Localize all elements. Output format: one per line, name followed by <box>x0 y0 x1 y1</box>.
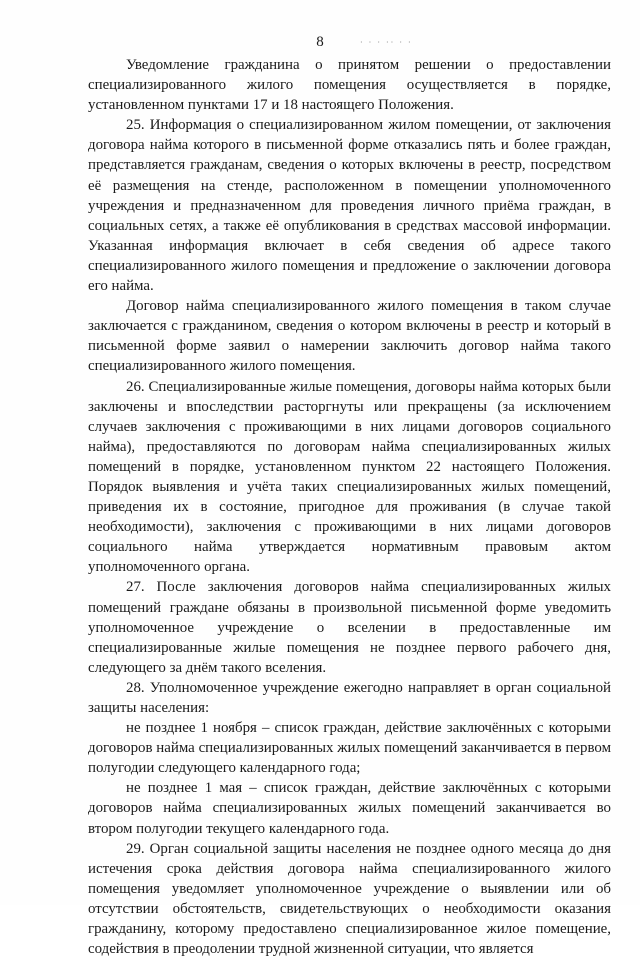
paragraph-clause-27: 27. После заключения договоров найма специализированных жилых помещений граждане обязаны в произвольной письменной форме уведомить уполномоченное учреждение о вселении в предоставленные им специализированные жилые помещения не позднее первого рабочего дня, следующего за днём такого вселения. <box>88 579 611 676</box>
scan-artifact-specks: · · · ·· · · <box>360 38 413 47</box>
document-body <box>88 55 611 959</box>
paragraph-clause-29: 29. Орган социальной защиты населения не позднее одного месяца до дня истечения срока действия договора найма специализированного жилого помещения уведомляет уполномоченное учреждение о выявлении или об отсутствии обстоятельств, свидетельствующих о необходимости оказания гражданину, которому предоставлено специализированное жилое помещение, содействия в преодолении трудной жизненной ситуации, что является <box>88 840 611 958</box>
paragraph-contract-conclusion: Договор найма специализированного жилого помещения в таком случае заключается с гражданином, сведения о котором включены в реестр и который в письменной форме заявил о намерении заключить договор найма такого специализированного жилого помещения. <box>88 298 611 375</box>
paragraph-clause-26: 26. Специализированные жилые помещения, договоры найма которых были заключены и впоследствии расторгнуты или прекращены (за исключением случаев заключения с проживающими в них лицами договоров социального найма), предоставляются по договорам найма специализированных жилых помещений в порядке, установленном пунктом 22 настоящего Положения. Порядок выявления и учёта таких специализированных жилых помещений, приведения их в состояние, пригодное для проживания (в случае такой необходимости), заключения с проживающими в них лицами договоров социального найма утверждается нормативным правовым актом уполномоченного органа. <box>88 378 611 576</box>
paragraph-clause-28: 28. Уполномоченное учреждение ежегодно направляет в орган социальной защиты населения: <box>88 679 611 716</box>
list-item-november: не позднее 1 ноября – список граждан, действие заключённых с которыми договоров найма специализированных жилых помещений заканчивается в первом полугодии следующего календарного года; <box>88 720 611 777</box>
page-number: 8 <box>316 34 324 50</box>
paragraph-notification: Уведомление гражданина о принятом решении о предоставлении специализированного жилого помещения осуществляется в порядке, установленном пунктами 17 и 18 настоящего Положения. <box>88 57 611 114</box>
paragraph-clause-25: 25. Информация о специализированном жилом помещении, от заключения договора найма которого в письменной форме отказались пять и более граждан, представляется гражданам, сведения о которых включены в реестр, посредством её размещения на стенде, расположенном в помещении уполномоченного учреждения и предназначенном для проведения личного приёма граждан, в социальных сетях, а также её опубликования в средствах массовой информации. Указанная информация включает в себя сведения об адресе такого специализированного жилого помещения и предложение о заключении договора его найма. <box>88 117 611 295</box>
list-item-may: не позднее 1 мая – список граждан, действие заключённых с которыми договоров найма специализированных жилых помещений заканчивается во втором полугодии текущего календарного года. <box>88 780 611 837</box>
